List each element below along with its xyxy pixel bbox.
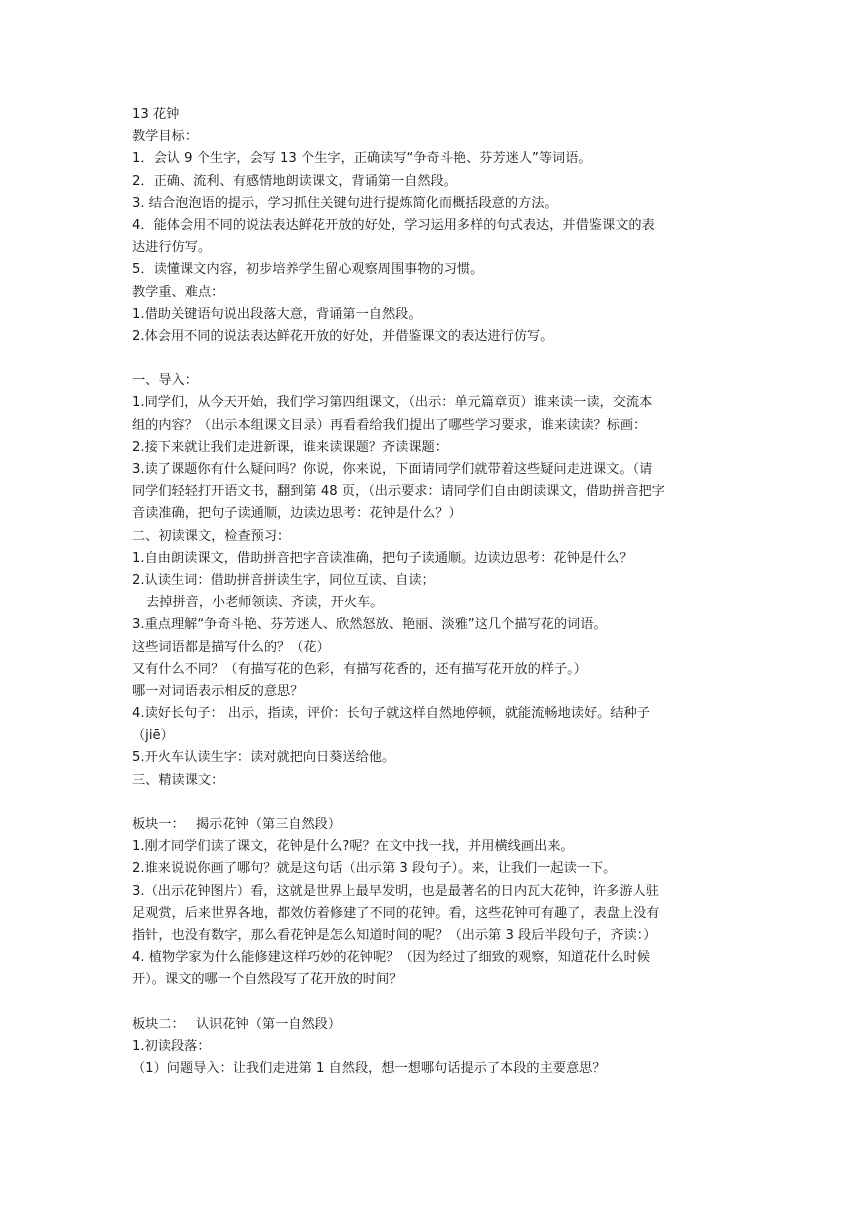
section2-line: 去掉拼音，小老师领读、齐读，开火车。	[146, 595, 384, 611]
block1-line: 开）。课文的哪一个自然段写了花开放的时间？	[132, 972, 403, 988]
block2-line: （1）问题导入：让我们走进第 1 自然段，想一想哪句话提示了本段的主要意思？	[132, 1061, 606, 1077]
block1-heading	[132, 814, 732, 836]
section1-line: 同学们轻轻打开语文书，翻到第 48 页，（出示要求：请同学们自由朗读课文，借助拼音把字	[132, 484, 665, 500]
section3-heading: 三、精读课文：	[132, 772, 225, 788]
section2-line: 又有什么不同？（有描写花的色彩，有描写花香的，还有描写花开放的样子。）	[132, 661, 587, 677]
section2-line: （jiē）	[132, 728, 174, 744]
blank-line	[132, 348, 732, 370]
goal-line: 1．会认 9 个生字，会写 13 个生字，正确读写“争奇斗艳、芬芳迷人”等词语。	[132, 151, 592, 167]
section2-line: 5.开火车认读生字：读对就把向日葵送给他。	[132, 750, 396, 766]
block1-line: 足观赏，后来世界各地，都效仿着修建了不同的花钟。看，这些花钟可有趣了，表盘上没有	[132, 905, 660, 921]
block1-line: 1.刚才同学们读了课文，花钟是什么?呢？在文中找一找，并用横线画出来。	[132, 839, 574, 855]
block2-line: 1.初读段落：	[132, 1038, 211, 1054]
section2-line: 2.认读生词：借助拼音拼读生字，同位互读、自读；	[132, 572, 435, 588]
section1-heading: 一、导入：	[132, 373, 198, 389]
block1-line: 指针，也没有数字，那么看花钟是怎么知道时间的呢？（出示第 3 段后半段句子，齐读：）	[132, 927, 657, 943]
goal-line: 4．能体会用不同的说法表达鲜花开放的好处，学习运用多样的句式表达，并借鉴课文的表	[132, 217, 655, 233]
section1-line: 2.接下来就让我们走进新课，谁来读课题？齐读课题：	[132, 439, 448, 455]
block1-line: 2.谁来说说你画了哪句？就是这句话（出示第 3 段句子）。来，让我们一起读一下。	[132, 861, 617, 877]
section2-line: 这些词语都是描写什么的？（花）	[132, 639, 330, 655]
section2-line: 4.读好长句子： 出示，指读，评价：长句子就这样自然地停顿，就能流畅地读好。结种子	[132, 706, 650, 722]
block2-title: 认识花钟（第一自然段）	[196, 1016, 342, 1032]
block1-label: 板块一：	[132, 817, 185, 832]
lesson-title: 13 花钟	[132, 107, 180, 122]
section2-heading: 二、初读课文，检查预习：	[132, 528, 291, 544]
keypoint-line: 1.借助关键语句说出段落大意，背诵第一自然段。	[132, 306, 422, 322]
keypoints-heading: 教学重、难点：	[132, 284, 225, 300]
keypoint-line: 2.体会用不同的说法表达鲜花开放的好处，并借鉴课文的表达进行仿写。	[132, 328, 554, 344]
block2-label: 板块二：	[132, 1016, 185, 1032]
goal-line: 3. 结合泡泡语的提示，学习抓住关键句进行提炼简化而概括段意的方法。	[132, 195, 558, 211]
section1-line: 音读准确，把句子读通顺，边读边思考：花钟是什么？）	[132, 506, 462, 522]
section2-line: 哪一对词语表示相反的意思？	[132, 683, 304, 699]
blank-line	[132, 992, 732, 1014]
blank-line	[132, 792, 732, 814]
block1-line: 3.（出示花钟图片）看，这就是世界上最早发明，也是最著名的日内瓦大花钟，许多游人驻	[132, 883, 659, 899]
block1-title: 揭示花钟（第三自然段）	[196, 817, 342, 832]
section2-line: 1.自由朗读课文，借助拼音把字音读准确，把句子读通顺。边读边思考：花钟是什么？	[132, 550, 633, 566]
section1-line: 3.读了课题你有什么疑问吗？你说，你来说，下面请同学们就带着这些疑问走进课文。（请	[132, 462, 653, 477]
goals-heading: 教学目标：	[132, 129, 198, 145]
block2-heading	[132, 1014, 732, 1036]
section2-line: 3.重点理解“争奇斗艳、芬芳迷人、欣然怒放、艳丽、淡雅”这几个描写花的词语。	[132, 617, 607, 633]
goal-line: 达进行仿写。	[132, 240, 212, 256]
section1-line: 1.同学们，从今天开始，我们学习第四组课文，（出示：单元篇章页）谁来读一读，交流本	[132, 395, 653, 411]
goal-line: 5．读懂课文内容，初步培养学生留心观察周围事物的习惯。	[132, 262, 484, 278]
goal-line: 2．正确、流利、有感情地朗读课文，背诵第一自然段。	[132, 173, 457, 189]
section1-line: 组的内容？（出示本组课文目录）再看看给我们提出了哪些学习要求，谁来读读？标画：	[132, 417, 647, 433]
block1-line: 4. 植物学家为什么能修建这样巧妙的花钟呢？（因为经过了细致的观察，知道花什么时候	[132, 950, 650, 966]
